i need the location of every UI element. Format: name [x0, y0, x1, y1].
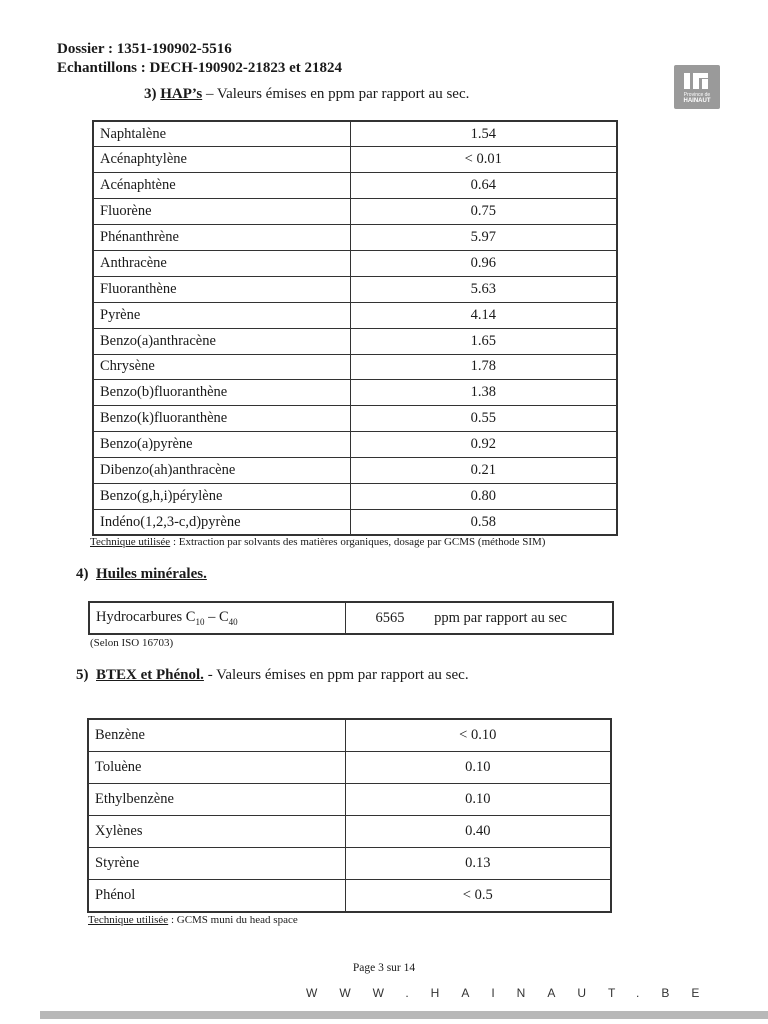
hydrocarbons-sub-10: 10 [195, 616, 205, 627]
compound-name: Benzène [88, 719, 345, 751]
compound-value: 0.64 [350, 173, 617, 199]
mineral-oils-table [88, 601, 614, 635]
compound-value: 0.13 [345, 848, 611, 880]
compound-value: 1.54 [350, 121, 617, 147]
table-row [88, 848, 611, 880]
table-row [88, 751, 611, 783]
compound-name: Benzo(k)fluoranthène [93, 406, 350, 432]
compound-name: Xylènes [88, 816, 345, 848]
compound-name: Dibenzo(ah)anthracène [93, 458, 350, 484]
table-row [93, 225, 617, 251]
compound-name: Acénaphtène [93, 173, 350, 199]
province-logo [674, 65, 720, 109]
compound-value: 0.10 [345, 783, 611, 815]
section-5-subtitle: - Valeurs émises en ppm par rapport au sec. [203, 667, 469, 683]
section-5-number: 5) [76, 667, 89, 683]
table-row [89, 602, 613, 634]
compound-name: Styrène [88, 848, 345, 880]
compound-value: 1.65 [350, 328, 617, 354]
section-3-name: HAP’s [160, 86, 203, 102]
compound-name: Benzo(g,h,i)pérylène [93, 483, 350, 509]
technique-label: Technique utilisée [88, 914, 169, 926]
hydrocarbons-label-dash: – C [204, 609, 229, 626]
compound-value: < 0.10 [345, 719, 611, 751]
province-logo-icon [683, 71, 709, 91]
section-5-name: BTEX et Phénol. [96, 667, 204, 683]
compound-value: 0.96 [350, 250, 617, 276]
section-5-title [76, 667, 469, 684]
compound-name: Benzo(a)anthracène [93, 328, 350, 354]
technique-text: : GCMS muni du head space [168, 914, 298, 926]
compound-name: Phénol [88, 880, 345, 912]
bottom-bar [40, 1011, 768, 1019]
table-row [93, 276, 617, 302]
section-5-technique-note [88, 914, 298, 926]
table-row [93, 432, 617, 458]
section-3-subtitle: – Valeurs émises en ppm par rapport au sec. [202, 86, 470, 102]
section-4-note: (Selon ISO 16703) [90, 637, 174, 649]
table-row [88, 783, 611, 815]
table-row [93, 380, 617, 406]
compound-value: 0.75 [350, 199, 617, 225]
compound-value: 0.40 [345, 816, 611, 848]
table-row [88, 816, 611, 848]
table-row [93, 458, 617, 484]
compound-value: 0.21 [350, 458, 617, 484]
hydrocarbons-label [89, 602, 345, 634]
table-row [93, 354, 617, 380]
compound-name: Chrysène [93, 354, 350, 380]
compound-value: 4.14 [350, 302, 617, 328]
hydrocarbons-unit: ppm par rapport au sec [434, 609, 567, 626]
table-row [93, 250, 617, 276]
table-row [93, 173, 617, 199]
compound-name: Anthracène [93, 250, 350, 276]
hap-table [92, 120, 618, 536]
compound-name: Acénaphtylène [93, 147, 350, 173]
compound-value: 5.63 [350, 276, 617, 302]
table-row [93, 302, 617, 328]
compound-name: Benzo(b)fluoranthène [93, 380, 350, 406]
compound-value: < 0.01 [350, 147, 617, 173]
sample-ids: Echantillons : DECH-190902-21823 et 21824 [57, 60, 342, 76]
dossier-number: Dossier : 1351-190902-5516 [57, 41, 232, 57]
section-3-technique-note [90, 536, 545, 548]
compound-name: Ethylbenzène [88, 783, 345, 815]
compound-name: Phénanthrène [93, 225, 350, 251]
compound-value: 0.92 [350, 432, 617, 458]
logo-text-top: Province de [683, 92, 711, 98]
table-row [93, 147, 617, 173]
compound-name: Toluène [88, 751, 345, 783]
hydrocarbons-label-main: Hydrocarbures C [96, 609, 196, 626]
compound-name: Fluorène [93, 199, 350, 225]
table-row [93, 406, 617, 432]
compound-name: Benzo(a)pyrène [93, 432, 350, 458]
table-row [93, 509, 617, 535]
table-row [93, 483, 617, 509]
logo-text-bottom: HAINAUT [683, 98, 711, 104]
technique-text: : Extraction par solvants des matières organiques, dosage par GCMS (méthode SIM) [170, 536, 546, 548]
page-number: Page 3 sur 14 [352, 962, 416, 974]
footer-url: WWW.HAINAUT.BE [306, 986, 722, 1000]
hydrocarbons-value: 6565 [375, 609, 405, 626]
compound-value: 0.10 [345, 751, 611, 783]
compound-value: 1.78 [350, 354, 617, 380]
section-4-title [76, 566, 207, 583]
section-3-number: 3) [144, 86, 157, 102]
compound-value: 0.55 [350, 406, 617, 432]
table-row [88, 880, 611, 912]
compound-value: 5.97 [350, 225, 617, 251]
technique-label: Technique utilisée [90, 536, 171, 548]
table-row [93, 199, 617, 225]
hydrocarbons-sub-40: 40 [228, 616, 238, 627]
compound-name: Indéno(1,2,3-c,d)pyrène [93, 509, 350, 535]
hydrocarbons-value-cell [345, 602, 613, 634]
compound-value: 1.38 [350, 380, 617, 406]
section-4-name: Huiles minérales. [96, 566, 207, 582]
table-row [93, 121, 617, 147]
compound-name: Pyrène [93, 302, 350, 328]
compound-value: 0.80 [350, 483, 617, 509]
table-row [93, 328, 617, 354]
compound-value: 0.58 [350, 509, 617, 535]
compound-name: Naphtalène [93, 121, 350, 147]
btex-table [87, 718, 612, 913]
section-4-number: 4) [76, 566, 89, 582]
compound-name: Fluoranthène [93, 276, 350, 302]
section-3-title [144, 86, 469, 103]
table-row [88, 719, 611, 751]
compound-value: < 0.5 [345, 880, 611, 912]
